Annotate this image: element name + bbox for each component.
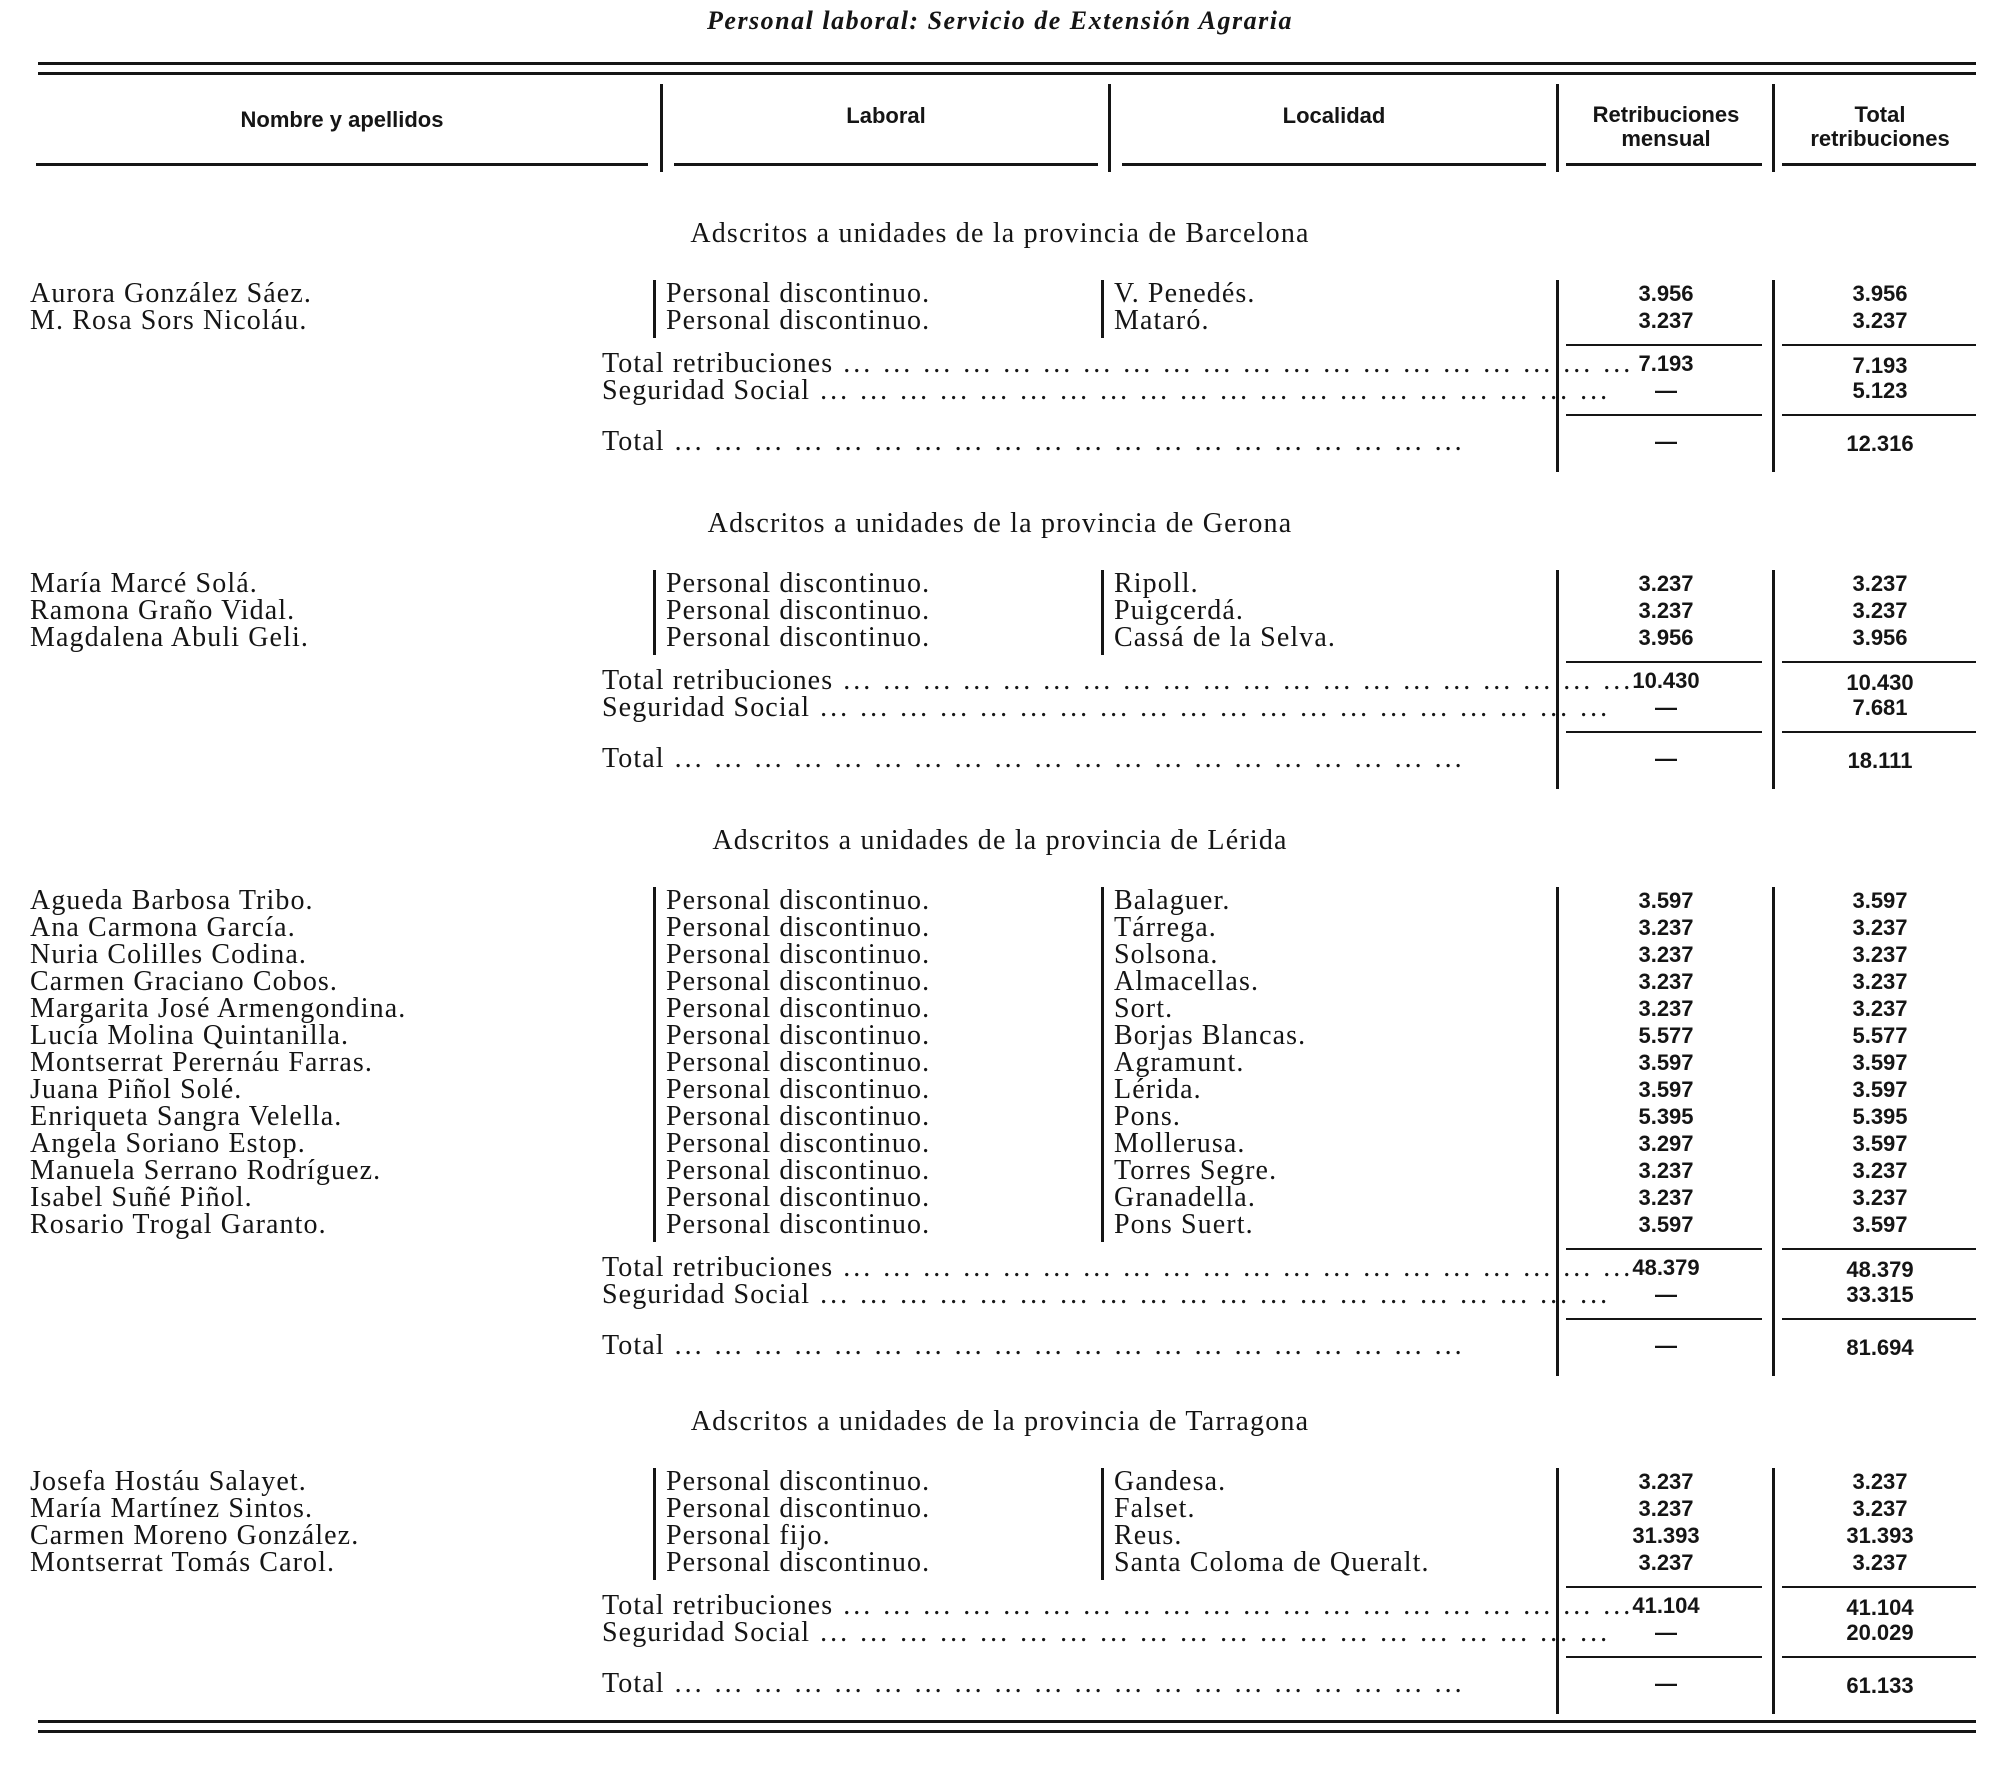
employee-name: Nuria Colilles Codina. — [30, 939, 307, 970]
employee-name: Montserrat Tomás Carol. — [30, 1547, 336, 1578]
retribucion-mensual: 3.597 — [1638, 888, 1694, 913]
retribucion-mensual: 3.956 — [1638, 281, 1694, 306]
column-bar — [653, 570, 656, 655]
header-underline — [674, 163, 1098, 166]
leader-dots: ... ... ... ... ... ... ... ... ... ... ... ... ... ... ... ... ... ... ... ... — [833, 665, 1634, 696]
retribucion-mensual: 3.597 — [1638, 1050, 1694, 1075]
seguridad-social-total: 20.029 — [1846, 1620, 1914, 1645]
employee-laboral: Personal discontinuo. — [666, 1466, 931, 1497]
leader-dots: ... ... ... ... ... ... ... ... ... ... ... ... ... ... ... ... ... ... ... ... — [833, 1252, 1634, 1283]
employee-name: Enriqueta Sangra Velella. — [30, 1101, 343, 1132]
header-divider — [660, 84, 663, 172]
employee-name: María Marcé Solá. — [30, 568, 258, 599]
total-row — [602, 428, 1540, 456]
column-bar — [1772, 887, 1775, 1376]
total-retribucion: 31.393 — [1846, 1523, 1914, 1548]
leader-dots: ... ... ... ... ... ... ... ... ... ... ... ... ... ... ... ... ... ... ... ... — [833, 1590, 1634, 1621]
employee-localidad: Almacellas. — [1114, 966, 1260, 997]
employee-localidad: Sort. — [1114, 993, 1174, 1024]
employee-name: Magdalena Abuli Geli. — [30, 622, 309, 653]
employee-localidad: Torres Segre. — [1114, 1155, 1278, 1186]
employee-name: Montserrat Perernáu Farras. — [30, 1047, 374, 1078]
sum-rule — [1782, 1248, 1976, 1250]
employee-laboral: Personal discontinuo. — [666, 912, 931, 943]
seguridad-social-row — [602, 1617, 1611, 1648]
retribucion-mensual: 3.956 — [1638, 625, 1694, 650]
employee-name: Isabel Suñé Piñol. — [30, 1182, 253, 1213]
employee-name: Rosario Trogal Garanto. — [30, 1209, 327, 1240]
total-retribuciones-total: 41.104 — [1846, 1595, 1914, 1620]
top-rule-2 — [38, 72, 1976, 75]
total-retribucion: 3.237 — [1852, 1158, 1908, 1183]
employee-laboral: Personal discontinuo. — [666, 966, 931, 997]
retribucion-mensual: 3.237 — [1638, 942, 1694, 967]
header-laboral: Laboral — [846, 103, 926, 128]
retribucion-mensual: 3.237 — [1638, 1550, 1694, 1575]
total-rule — [1566, 1656, 1762, 1658]
header-retribuciones-line2: mensual — [1621, 126, 1711, 151]
top-rule — [38, 62, 1976, 65]
leader-dots: ... ... ... ... ... ... ... ... ... ... ... ... ... ... ... ... ... ... ... ... — [833, 348, 1634, 379]
retribucion-mensual: 3.237 — [1638, 1158, 1694, 1183]
total-retribuciones-row-label: Total retribuciones — [602, 665, 834, 696]
total-retribuciones-total: 48.379 — [1846, 1257, 1914, 1282]
employee-name: Carmen Moreno González. — [30, 1520, 360, 1551]
employee-name: Lucía Molina Quintanilla. — [30, 1020, 350, 1051]
total-retribucion: 3.237 — [1852, 996, 1908, 1021]
employee-localidad: Gandesa. — [1114, 1466, 1227, 1497]
total-retribucion: 3.597 — [1852, 1212, 1908, 1237]
total-row-label: Total — [602, 743, 665, 774]
total-retribucion: 5.395 — [1852, 1104, 1908, 1129]
employee-laboral: Personal discontinuo. — [666, 305, 931, 336]
total-retribucion: 3.237 — [1852, 1469, 1908, 1494]
employee-localidad: Mollerusa. — [1114, 1128, 1246, 1159]
employee-localidad: Granadella. — [1114, 1182, 1256, 1213]
total-mensual: — — [1655, 746, 1677, 771]
grand-total: 81.694 — [1846, 1335, 1914, 1360]
leader-dots: ... ... ... ... ... ... ... ... ... ... ... ... ... ... ... ... ... ... ... ... — [664, 743, 1465, 774]
employee-name: Margarita José Armengondina. — [30, 993, 407, 1024]
total-retribuciones-mensual: 48.379 — [1632, 1255, 1700, 1280]
seguridad-social-row-label: Seguridad Social — [602, 1279, 811, 1310]
total-retribucion: 3.237 — [1852, 1496, 1908, 1521]
employee-name: Juana Piñol Solé. — [30, 1074, 243, 1105]
total-retribuciones-row — [602, 1590, 1634, 1621]
retribucion-mensual: 3.237 — [1638, 571, 1694, 596]
retribucion-mensual: 3.597 — [1638, 1212, 1694, 1237]
header-total-line1: Total — [1854, 102, 1906, 127]
employee-localidad: Solsona. — [1114, 939, 1219, 970]
employee-name: María Martínez Sintos. — [30, 1493, 314, 1524]
employee-laboral: Personal discontinuo. — [666, 622, 931, 653]
total-row — [602, 1670, 1540, 1698]
total-retribuciones-row-label: Total retribuciones — [602, 1590, 834, 1621]
leader-dots: ... ... ... ... ... ... ... ... ... ... ... ... ... ... ... ... ... ... ... ... — [810, 1617, 1611, 1648]
seguridad-social-mensual: — — [1655, 695, 1677, 720]
total-row — [602, 1332, 1540, 1360]
employee-laboral: Personal discontinuo. — [666, 1074, 931, 1105]
employee-localidad: Falset. — [1114, 1493, 1196, 1524]
column-bar — [1101, 887, 1104, 1242]
column-bar — [1101, 1468, 1104, 1580]
leader-dots: ... ... ... ... ... ... ... ... ... ... ... ... ... ... ... ... ... ... ... ... — [810, 375, 1611, 406]
employee-localidad: Puigcerdá. — [1114, 595, 1244, 626]
total-retribucion: 5.577 — [1852, 1023, 1908, 1048]
header-retribuciones-line1: Retribuciones — [1592, 102, 1740, 127]
column-bar — [1772, 280, 1775, 472]
employee-localidad: V. Penedés. — [1114, 278, 1256, 309]
sum-rule — [1782, 344, 1976, 346]
sum-rule — [1566, 661, 1762, 663]
column-bar — [653, 887, 656, 1242]
section-title: Adscritos a unidades de la provincia de Lérida — [712, 825, 1288, 856]
total-retribucion: 3.956 — [1852, 281, 1908, 306]
grand-total: 18.111 — [1847, 748, 1913, 773]
header-localidad: Localidad — [1282, 103, 1386, 128]
header-total-line2: retribuciones — [1810, 126, 1950, 151]
employee-name: Agueda Barbosa Tribo. — [30, 885, 314, 916]
total-mensual: — — [1655, 1333, 1677, 1358]
total-retribucion: 3.237 — [1852, 1550, 1908, 1575]
employee-name: Ana Carmona García. — [30, 912, 296, 943]
employee-name: Manuela Serrano Rodríguez. — [30, 1155, 382, 1186]
total-retribuciones-row-label: Total retribuciones — [602, 1252, 834, 1283]
employee-name: Ramona Graño Vidal. — [30, 595, 296, 626]
employee-localidad: Borjas Blancas. — [1114, 1020, 1307, 1051]
employee-laboral: Personal discontinuo. — [666, 939, 931, 970]
seguridad-social-row — [602, 375, 1611, 406]
leader-dots: ... ... ... ... ... ... ... ... ... ... ... ... ... ... ... ... ... ... ... ... — [664, 426, 1465, 457]
total-row-label: Total — [602, 1668, 665, 1699]
total-retribucion: 3.956 — [1852, 625, 1908, 650]
header-divider — [1772, 84, 1775, 172]
header-divider — [1556, 84, 1559, 172]
employee-laboral: Personal discontinuo. — [666, 885, 931, 916]
retribucion-mensual: 5.577 — [1638, 1023, 1694, 1048]
employee-laboral: Personal discontinuo. — [666, 278, 931, 309]
total-row — [602, 745, 1540, 773]
employee-laboral: Personal discontinuo. — [666, 993, 931, 1024]
retribucion-mensual: 3.297 — [1638, 1131, 1694, 1156]
seguridad-social-total: 7.681 — [1852, 695, 1908, 720]
employee-laboral: Personal discontinuo. — [666, 1547, 931, 1578]
total-mensual: — — [1655, 1671, 1677, 1696]
seguridad-social-row-label: Seguridad Social — [602, 375, 811, 406]
employee-localidad: Santa Coloma de Queralt. — [1114, 1547, 1430, 1578]
employee-localidad: Tárrega. — [1114, 912, 1217, 943]
retribucion-mensual: 3.237 — [1638, 915, 1694, 940]
employee-laboral: Personal discontinuo. — [666, 1155, 931, 1186]
employee-name: Aurora González Sáez. — [30, 278, 312, 309]
total-mensual: — — [1655, 429, 1677, 454]
employee-laboral: Personal discontinuo. — [666, 1128, 931, 1159]
header-name: Nombre y apellidos — [240, 107, 444, 132]
total-retribucion: 3.237 — [1852, 598, 1908, 623]
total-rule — [1782, 731, 1976, 733]
column-bar — [653, 280, 656, 338]
total-retribuciones-mensual: 41.104 — [1632, 1593, 1700, 1618]
employee-laboral: Personal discontinuo. — [666, 595, 931, 626]
leader-dots: ... ... ... ... ... ... ... ... ... ... ... ... ... ... ... ... ... ... ... ... — [810, 692, 1611, 723]
total-retribucion: 3.597 — [1852, 1131, 1908, 1156]
total-retribuciones-row — [602, 665, 1634, 696]
total-retribuciones-total: 7.193 — [1852, 353, 1908, 378]
total-retribuciones-row — [602, 348, 1634, 379]
total-retribucion: 3.237 — [1852, 1185, 1908, 1210]
sum-rule — [1566, 344, 1762, 346]
total-retribucion: 3.237 — [1852, 969, 1908, 994]
retribucion-mensual: 3.237 — [1638, 1496, 1694, 1521]
seguridad-social-row — [602, 1279, 1611, 1310]
employee-localidad: Cassá de la Selva. — [1114, 622, 1336, 653]
retribucion-mensual: 5.395 — [1638, 1104, 1694, 1129]
employee-name: Carmen Graciano Cobos. — [30, 966, 339, 997]
employee-laboral: Personal discontinuo. — [666, 1182, 931, 1213]
total-rule — [1782, 1318, 1976, 1320]
employee-laboral: Personal discontinuo. — [666, 568, 931, 599]
total-retribuciones-total: 10.430 — [1846, 670, 1914, 695]
total-retribucion: 3.237 — [1852, 308, 1908, 333]
employee-localidad: Reus. — [1114, 1520, 1183, 1551]
total-retribuciones-mensual: 10.430 — [1632, 668, 1700, 693]
header-total — [1778, 103, 1982, 151]
retribucion-mensual: 31.393 — [1632, 1523, 1700, 1548]
total-rule — [1566, 414, 1762, 416]
sum-rule — [1566, 1248, 1762, 1250]
total-retribuciones-row — [602, 1252, 1634, 1283]
seguridad-social-row-label: Seguridad Social — [602, 1617, 811, 1648]
employee-laboral: Personal discontinuo. — [666, 1101, 931, 1132]
seguridad-social-mensual: — — [1655, 378, 1677, 403]
section-title: Adscritos a unidades de la provincia de Tarragona — [690, 1406, 1310, 1437]
header-underline — [1122, 163, 1546, 166]
retribucion-mensual: 3.237 — [1638, 969, 1694, 994]
header-underline — [1566, 163, 1762, 166]
employee-laboral: Personal discontinuo. — [666, 1493, 931, 1524]
retribucion-mensual: 3.237 — [1638, 1469, 1694, 1494]
employee-localidad: Mataró. — [1114, 305, 1210, 336]
section-title: Adscritos a unidades de la provincia de Barcelona — [690, 218, 1310, 249]
leader-dots: ... ... ... ... ... ... ... ... ... ... ... ... ... ... ... ... ... ... ... ... — [664, 1668, 1465, 1699]
seguridad-social-total: 33.315 — [1846, 1282, 1914, 1307]
seguridad-social-mensual: — — [1655, 1282, 1677, 1307]
seguridad-social-row — [602, 692, 1611, 723]
grand-total: 12.316 — [1846, 431, 1914, 456]
leader-dots: ... ... ... ... ... ... ... ... ... ... ... ... ... ... ... ... ... ... ... ... — [664, 1330, 1465, 1361]
employee-localidad: Pons. — [1114, 1101, 1181, 1132]
total-retribuciones-mensual: 7.193 — [1638, 351, 1694, 376]
employee-localidad: Balaguer. — [1114, 885, 1231, 916]
header-underline — [1782, 163, 1976, 166]
grand-total: 61.133 — [1846, 1673, 1914, 1698]
employee-localidad: Ripoll. — [1114, 568, 1199, 599]
leader-dots: ... ... ... ... ... ... ... ... ... ... ... ... ... ... ... ... ... ... ... ... — [810, 1279, 1611, 1310]
employee-localidad: Agramunt. — [1114, 1047, 1245, 1078]
section-title: Adscritos a unidades de la provincia de Gerona — [707, 508, 1293, 539]
employee-localidad: Pons Suert. — [1114, 1209, 1254, 1240]
employee-name: M. Rosa Sors Nicoláu. — [30, 305, 308, 336]
total-rule — [1782, 414, 1976, 416]
total-retribucion: 3.237 — [1852, 915, 1908, 940]
retribucion-mensual: 3.237 — [1638, 996, 1694, 1021]
total-retribucion: 3.237 — [1852, 942, 1908, 967]
employee-laboral: Personal discontinuo. — [666, 1209, 931, 1240]
total-retribuciones-row-label: Total retribuciones — [602, 348, 834, 379]
total-retribucion: 3.597 — [1852, 888, 1908, 913]
employee-name: Josefa Hostáu Salayet. — [30, 1466, 307, 1497]
employee-name: Angela Soriano Estop. — [30, 1128, 306, 1159]
sum-rule — [1782, 661, 1976, 663]
bottom-rule-2 — [38, 1730, 1976, 1733]
total-rule — [1782, 1656, 1976, 1658]
header-divider — [1108, 84, 1111, 172]
total-rule — [1566, 731, 1762, 733]
column-bar — [1772, 570, 1775, 789]
column-bar — [1772, 1468, 1775, 1714]
retribucion-mensual: 3.597 — [1638, 1077, 1694, 1102]
sum-rule — [1782, 1586, 1976, 1588]
total-retribucion: 3.597 — [1852, 1077, 1908, 1102]
column-bar — [1101, 570, 1104, 655]
column-bar — [653, 1468, 656, 1580]
employee-laboral: Personal discontinuo. — [666, 1020, 931, 1051]
total-rule — [1566, 1318, 1762, 1320]
header-retribuciones — [1562, 103, 1770, 151]
bottom-rule — [38, 1720, 1976, 1723]
column-bar — [1101, 280, 1104, 338]
seguridad-social-mensual: — — [1655, 1620, 1677, 1645]
total-row-label: Total — [602, 426, 665, 457]
employee-laboral: Personal discontinuo. — [666, 1047, 931, 1078]
sum-rule — [1566, 1586, 1762, 1588]
total-retribucion: 3.597 — [1852, 1050, 1908, 1075]
retribucion-mensual: 3.237 — [1638, 598, 1694, 623]
total-retribucion: 3.237 — [1852, 571, 1908, 596]
seguridad-social-row-label: Seguridad Social — [602, 692, 811, 723]
retribucion-mensual: 3.237 — [1638, 308, 1694, 333]
employee-laboral: Personal fijo. — [666, 1520, 831, 1551]
page-title: Personal laboral: Servicio de Extensión Agraria — [707, 6, 1293, 35]
retribucion-mensual: 3.237 — [1638, 1185, 1694, 1210]
employee-localidad: Lérida. — [1114, 1074, 1202, 1105]
total-row-label: Total — [602, 1330, 665, 1361]
header-underline — [36, 163, 648, 166]
seguridad-social-total: 5.123 — [1852, 378, 1908, 403]
